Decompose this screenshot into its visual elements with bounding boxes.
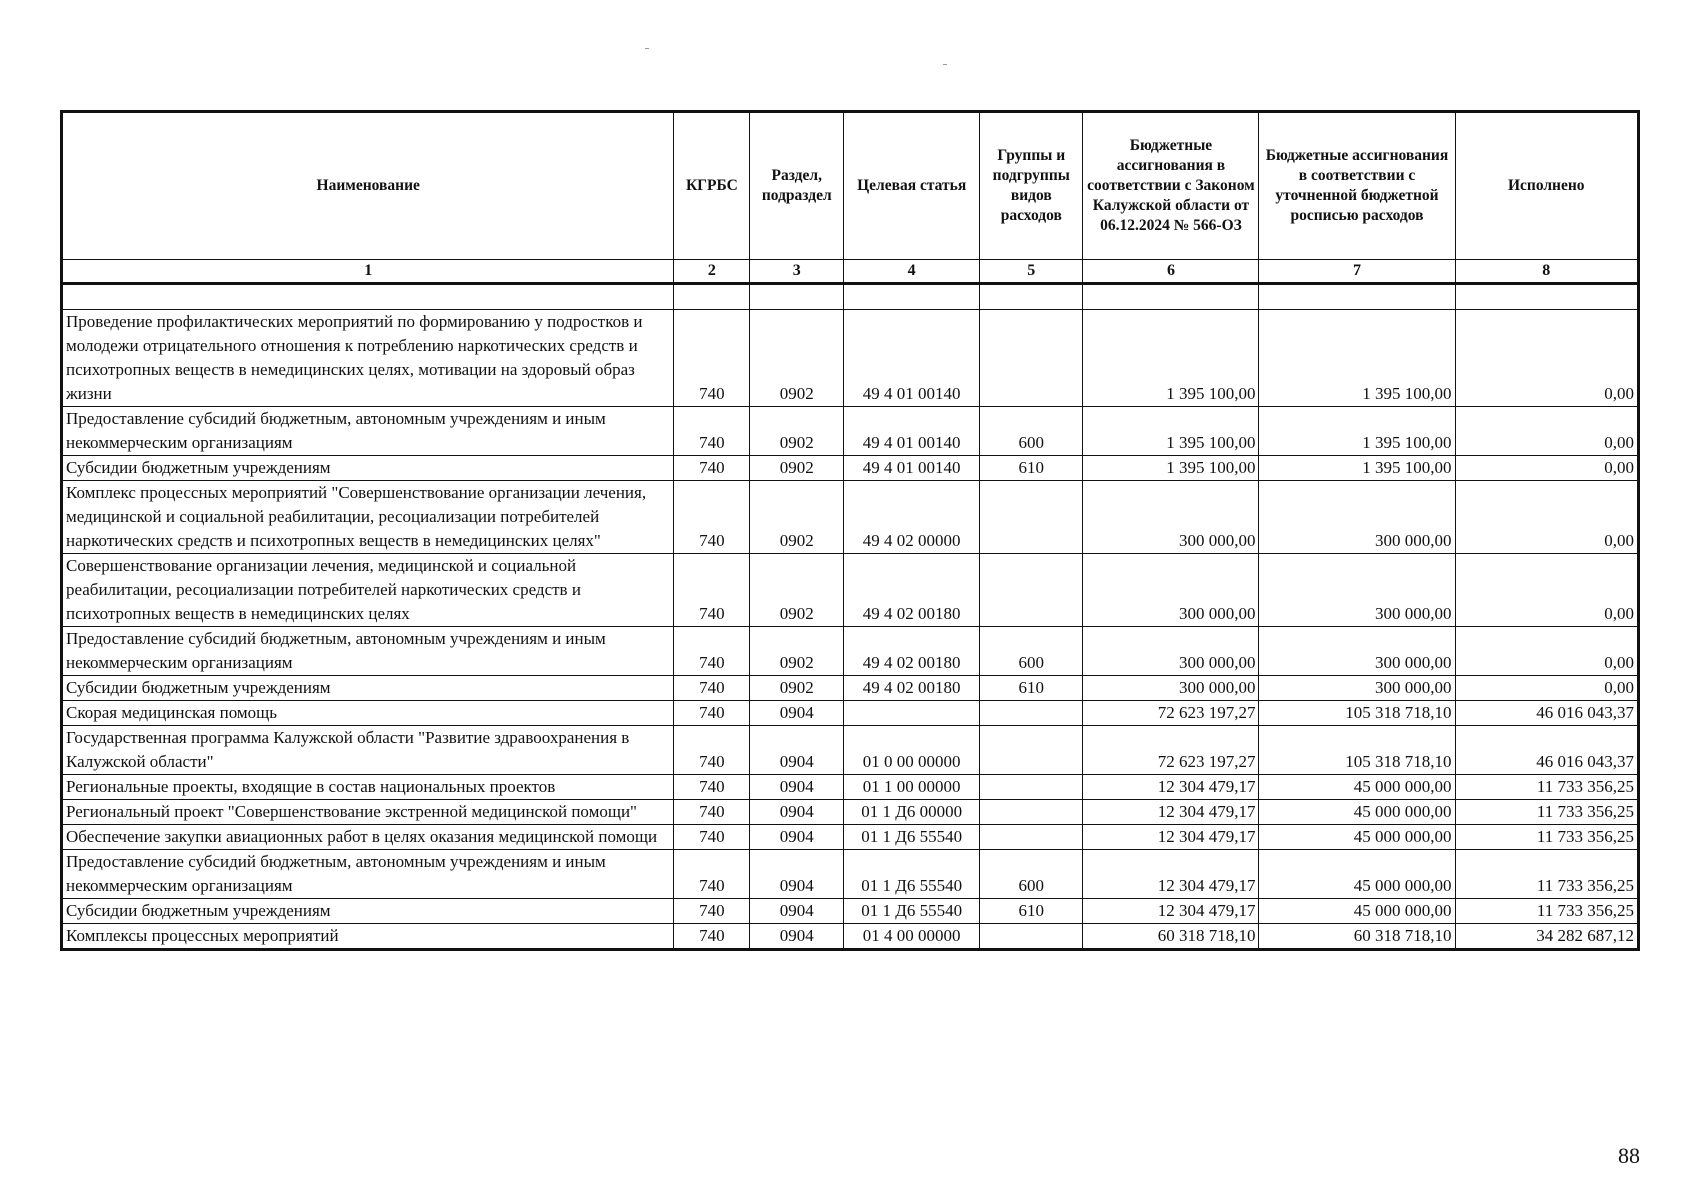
- header-row: [62, 112, 1639, 260]
- row-gruppy-cell: [980, 554, 1083, 627]
- row-name-cell: Предоставление субсидий бюджетным, автономным учреждениям и иным некоммерческим организациям: [62, 850, 674, 899]
- row-budget-law-cell: 1 395 100,00: [1083, 456, 1259, 481]
- row-ispolneno-cell: 0,00: [1455, 456, 1638, 481]
- row-name-cell: Субсидии бюджетным учреждениям: [62, 676, 674, 701]
- row-name-cell: Обеспечение закупки авиационных работ в целях оказания медицинской помощи: [62, 825, 674, 850]
- table-body: [62, 284, 1639, 950]
- header-kgrbs: КГРБС: [674, 112, 750, 260]
- column-number: 3: [750, 260, 844, 284]
- row-celevaya-cell: 01 1 Д6 55540: [844, 825, 980, 850]
- header-razdel: Раздел, подраздел: [750, 112, 844, 260]
- row-celevaya-cell: 01 1 00 00000: [844, 775, 980, 800]
- column-number: 5: [980, 260, 1083, 284]
- row-ispolneno-cell: 0,00: [1455, 627, 1638, 676]
- row-budget-refined-cell: 45 000 000,00: [1259, 800, 1455, 825]
- row-name-cell: Проведение профилактических мероприятий по формированию у подростков и молодежи отрицательного отношения к потреблению наркотических средств и психотропных веществ в немедицинских целях, мотивации на здоровый образ жизни: [62, 310, 674, 407]
- row-razdel-cell: 0902: [750, 676, 844, 701]
- row-budget-refined-cell: 300 000,00: [1259, 554, 1455, 627]
- row-kgrbs-cell: 740: [674, 456, 750, 481]
- row-celevaya-cell: 49 4 01 00140: [844, 456, 980, 481]
- row-kgrbs-cell: 740: [674, 407, 750, 456]
- row-kgrbs-cell: 740: [674, 924, 750, 950]
- row-gruppy-cell: [980, 481, 1083, 554]
- row-budget-refined-cell: 105 318 718,10: [1259, 726, 1455, 775]
- header-budget-law: Бюджетные ассигнования в соответствии с Законом Калужской области от 06.12.2024 № 566-ОЗ: [1083, 112, 1259, 260]
- row-ispolneno-cell: 11 733 356,25: [1455, 775, 1638, 800]
- row-name-cell: Субсидии бюджетным учреждениям: [62, 899, 674, 924]
- row-budget-refined-cell: 45 000 000,00: [1259, 850, 1455, 899]
- column-number: 7: [1259, 260, 1455, 284]
- scan-artifact: [943, 64, 947, 65]
- row-budget-law-cell: 12 304 479,17: [1083, 800, 1259, 825]
- row-gruppy-cell: 600: [980, 407, 1083, 456]
- column-number-row: [62, 260, 1639, 284]
- table-row: [62, 407, 1639, 456]
- row-razdel-cell: 0902: [750, 310, 844, 407]
- row-gruppy-cell: [980, 310, 1083, 407]
- header-name: Наименование: [62, 112, 674, 260]
- row-name-cell: Скорая медицинская помощь: [62, 701, 674, 726]
- row-gruppy-cell: 600: [980, 850, 1083, 899]
- row-razdel-cell: 0902: [750, 481, 844, 554]
- row-name-cell: Региональные проекты, входящие в состав национальных проектов: [62, 775, 674, 800]
- header-celevaya: Целевая статья: [844, 112, 980, 260]
- row-kgrbs-cell: 740: [674, 800, 750, 825]
- row-budget-law-cell: 300 000,00: [1083, 676, 1259, 701]
- row-budget-law-cell: 300 000,00: [1083, 554, 1259, 627]
- table-row: [62, 899, 1639, 924]
- table-row: [62, 825, 1639, 850]
- row-razdel-cell: 0902: [750, 456, 844, 481]
- row-budget-refined-cell: 1 395 100,00: [1259, 407, 1455, 456]
- row-celevaya-cell: 49 4 01 00140: [844, 310, 980, 407]
- row-gruppy-cell: 610: [980, 456, 1083, 481]
- table-row: [62, 676, 1639, 701]
- budget-execution-table: [60, 110, 1640, 951]
- row-ispolneno-cell: 11 733 356,25: [1455, 899, 1638, 924]
- row-celevaya-cell: 01 1 Д6 55540: [844, 850, 980, 899]
- column-number: 2: [674, 260, 750, 284]
- row-celevaya-cell: [844, 701, 980, 726]
- row-ispolneno-cell: 34 282 687,12: [1455, 924, 1638, 950]
- row-gruppy-cell: 600: [980, 627, 1083, 676]
- row-ispolneno-cell: 0,00: [1455, 676, 1638, 701]
- row-ispolneno-cell: 0,00: [1455, 310, 1638, 407]
- spacer-row: [62, 284, 1639, 310]
- column-number: 8: [1455, 260, 1638, 284]
- row-razdel-cell: 0904: [750, 800, 844, 825]
- row-celevaya-cell: 49 4 02 00180: [844, 627, 980, 676]
- row-celevaya-cell: 01 1 Д6 00000: [844, 800, 980, 825]
- row-celevaya-cell: 01 0 00 00000: [844, 726, 980, 775]
- row-name-cell: Комплекс процессных мероприятий "Совершенствование организации лечения, медицинской и социальной реабилитации, ресоциализации потребителей наркотических средств и психотропных веществ в немедицинских целях": [62, 481, 674, 554]
- column-number: 4: [844, 260, 980, 284]
- row-razdel-cell: 0904: [750, 775, 844, 800]
- row-ispolneno-cell: 46 016 043,37: [1455, 726, 1638, 775]
- table-row: [62, 554, 1639, 627]
- row-budget-law-cell: 300 000,00: [1083, 481, 1259, 554]
- column-number: 1: [62, 260, 674, 284]
- row-kgrbs-cell: 740: [674, 627, 750, 676]
- scan-artifact: [645, 48, 649, 49]
- row-celevaya-cell: 49 4 02 00180: [844, 676, 980, 701]
- row-budget-refined-cell: 45 000 000,00: [1259, 775, 1455, 800]
- row-celevaya-cell: 01 1 Д6 55540: [844, 899, 980, 924]
- row-budget-refined-cell: 300 000,00: [1259, 676, 1455, 701]
- row-gruppy-cell: [980, 775, 1083, 800]
- row-budget-law-cell: 1 395 100,00: [1083, 310, 1259, 407]
- row-budget-refined-cell: 60 318 718,10: [1259, 924, 1455, 950]
- row-kgrbs-cell: 740: [674, 850, 750, 899]
- row-razdel-cell: 0902: [750, 407, 844, 456]
- table-row: [62, 310, 1639, 407]
- row-kgrbs-cell: 740: [674, 481, 750, 554]
- row-budget-law-cell: 300 000,00: [1083, 627, 1259, 676]
- row-budget-law-cell: 72 623 197,27: [1083, 726, 1259, 775]
- row-razdel-cell: 0902: [750, 554, 844, 627]
- row-budget-refined-cell: 1 395 100,00: [1259, 310, 1455, 407]
- row-celevaya-cell: 49 4 02 00000: [844, 481, 980, 554]
- row-razdel-cell: 0904: [750, 850, 844, 899]
- row-celevaya-cell: 49 4 02 00180: [844, 554, 980, 627]
- row-ispolneno-cell: 0,00: [1455, 481, 1638, 554]
- row-gruppy-cell: [980, 825, 1083, 850]
- row-kgrbs-cell: 740: [674, 701, 750, 726]
- row-ispolneno-cell: 11 733 356,25: [1455, 825, 1638, 850]
- row-gruppy-cell: 610: [980, 899, 1083, 924]
- row-budget-law-cell: 12 304 479,17: [1083, 825, 1259, 850]
- table-row: [62, 726, 1639, 775]
- table-row: [62, 850, 1639, 899]
- row-budget-refined-cell: 45 000 000,00: [1259, 825, 1455, 850]
- row-name-cell: Совершенствование организации лечения, медицинской и социальной реабилитации, ресоциализации потребителей наркотических средств и психотропных веществ в немедицинских целях: [62, 554, 674, 627]
- table-row: [62, 701, 1639, 726]
- row-celevaya-cell: 01 4 00 00000: [844, 924, 980, 950]
- row-gruppy-cell: [980, 726, 1083, 775]
- row-budget-law-cell: 12 304 479,17: [1083, 850, 1259, 899]
- row-razdel-cell: 0904: [750, 924, 844, 950]
- row-name-cell: Комплексы процессных мероприятий: [62, 924, 674, 950]
- row-gruppy-cell: 610: [980, 676, 1083, 701]
- row-razdel-cell: 0904: [750, 825, 844, 850]
- row-kgrbs-cell: 740: [674, 899, 750, 924]
- row-name-cell: Региональный проект "Совершенствование экстренной медицинской помощи": [62, 800, 674, 825]
- row-budget-law-cell: 60 318 718,10: [1083, 924, 1259, 950]
- row-gruppy-cell: [980, 924, 1083, 950]
- row-kgrbs-cell: 740: [674, 775, 750, 800]
- table-row: [62, 627, 1639, 676]
- row-celevaya-cell: 49 4 01 00140: [844, 407, 980, 456]
- row-ispolneno-cell: 0,00: [1455, 407, 1638, 456]
- table-row: [62, 924, 1639, 950]
- row-ispolneno-cell: 0,00: [1455, 554, 1638, 627]
- table-row: [62, 456, 1639, 481]
- header-gruppy: Группы и подгруппы видов расходов: [980, 112, 1083, 260]
- row-name-cell: Субсидии бюджетным учреждениям: [62, 456, 674, 481]
- row-kgrbs-cell: 740: [674, 726, 750, 775]
- row-budget-refined-cell: 105 318 718,10: [1259, 701, 1455, 726]
- table-row: [62, 481, 1639, 554]
- row-ispolneno-cell: 11 733 356,25: [1455, 800, 1638, 825]
- row-name-cell: Предоставление субсидий бюджетным, автономным учреждениям и иным некоммерческим организациям: [62, 627, 674, 676]
- row-kgrbs-cell: 740: [674, 310, 750, 407]
- row-ispolneno-cell: 46 016 043,37: [1455, 701, 1638, 726]
- row-razdel-cell: 0902: [750, 627, 844, 676]
- row-razdel-cell: 0904: [750, 899, 844, 924]
- row-razdel-cell: 0904: [750, 701, 844, 726]
- page-number: 88: [1618, 1143, 1640, 1168]
- row-budget-refined-cell: 1 395 100,00: [1259, 456, 1455, 481]
- row-kgrbs-cell: 740: [674, 676, 750, 701]
- row-gruppy-cell: [980, 701, 1083, 726]
- table-row: [62, 775, 1639, 800]
- row-kgrbs-cell: 740: [674, 825, 750, 850]
- table-row: [62, 800, 1639, 825]
- row-ispolneno-cell: 11 733 356,25: [1455, 850, 1638, 899]
- row-budget-law-cell: 12 304 479,17: [1083, 899, 1259, 924]
- row-name-cell: Предоставление субсидий бюджетным, автономным учреждениям и иным некоммерческим организациям: [62, 407, 674, 456]
- row-razdel-cell: 0904: [750, 726, 844, 775]
- row-budget-refined-cell: 300 000,00: [1259, 481, 1455, 554]
- row-kgrbs-cell: 740: [674, 554, 750, 627]
- row-budget-law-cell: 1 395 100,00: [1083, 407, 1259, 456]
- header-ispolneno: Исполнено: [1455, 112, 1638, 260]
- header-budget-refined: Бюджетные ассигнования в соответствии с уточненной бюджетной росписью расходов: [1259, 112, 1455, 260]
- row-gruppy-cell: [980, 800, 1083, 825]
- row-budget-refined-cell: 300 000,00: [1259, 627, 1455, 676]
- row-name-cell: Государственная программа Калужской области "Развитие здравоохранения в Калужской области": [62, 726, 674, 775]
- column-number: 6: [1083, 260, 1259, 284]
- row-budget-law-cell: 72 623 197,27: [1083, 701, 1259, 726]
- row-budget-law-cell: 12 304 479,17: [1083, 775, 1259, 800]
- row-budget-refined-cell: 45 000 000,00: [1259, 899, 1455, 924]
